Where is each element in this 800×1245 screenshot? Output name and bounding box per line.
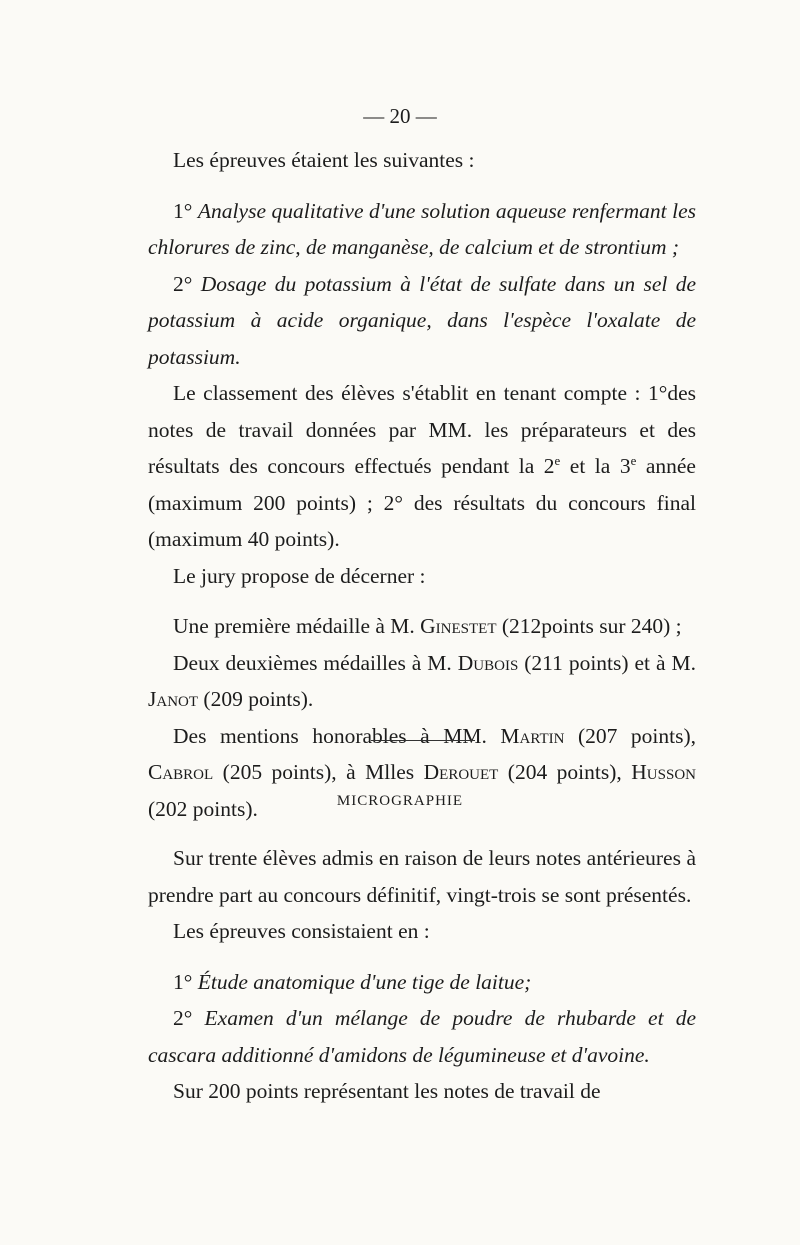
item-number: 1° xyxy=(173,198,193,223)
paragraph-students: Sur trente élèves admis en raison de leurs notes antérieures à prendre part au concours définitif, vingt-trois se sont présentés. xyxy=(148,846,696,907)
test-item-1 xyxy=(148,193,696,266)
test-item-1 xyxy=(148,964,696,1001)
award-honorable-mentions: Des mentions honorables à MM. Martin (207 points), Cabrol (205 points), à Mlles Derouet (204 points), Husson (202 points). xyxy=(148,723,696,821)
item-text: Étude anatomique d'une tige de laitue; xyxy=(197,969,532,994)
recipient-name: Ginestet xyxy=(420,614,497,638)
test-item-2 xyxy=(148,1000,696,1073)
test-item-2 xyxy=(148,266,696,376)
item-number: 2° xyxy=(173,1006,193,1030)
paragraph-points: Sur 200 points représentant les notes de travail de xyxy=(173,1079,601,1103)
recipient-name: Martin xyxy=(500,723,565,748)
section-title: MICROGRAPHIE xyxy=(336,793,464,809)
item-number: 1° xyxy=(173,969,193,994)
paragraph-jury: Le jury propose de décerner : xyxy=(173,563,426,588)
paragraph-tests-intro: Les épreuves étaient les suivantes : xyxy=(173,148,475,172)
paragraph-tests-intro: Les épreuves consistaient en : xyxy=(173,919,430,943)
award-first-medal: Une première médaille à M. Ginestet (212points sur 240) ; xyxy=(173,614,682,638)
item-text: Analyse qualitative d'une solution aqueuse renfermant les chlorures de zinc, de manganèse, de calcium et de strontium ; xyxy=(148,198,696,259)
page-number: — 20 — xyxy=(363,104,437,128)
section-divider xyxy=(371,740,475,741)
recipient-name: Janot xyxy=(148,687,199,711)
recipient-name: Cabrol xyxy=(148,760,214,784)
item-text: Dosage du potassium à l'état de sulfate dans un sel de potassium à acide organique, dans l'espèce l'oxalate de potassium. xyxy=(148,271,696,369)
item-text: Examen d'un mélange de poudre de rhubarde et de cascara additionné d'amidons de légumineuse et d'avoine. xyxy=(148,1006,696,1067)
chemistry-results-section xyxy=(148,142,696,827)
recipient-name: Derouet xyxy=(423,760,499,784)
award-second-medals: Deux deuxièmes médailles à M. Dubois (211 points) et à M. Janot (209 points). xyxy=(148,650,696,711)
item-number: 2° xyxy=(173,271,193,296)
paragraph-ranking: Le classement des élèves s'établit en tenant compte : 1°des notes de travail données par MM. les préparateurs et des résultats des concours effectués pendant la 2e et la 3e année (maximum 200 points) ; 2° des résultats du concours final (maximum 40 points). xyxy=(148,381,696,551)
recipient-name: Dubois xyxy=(457,650,519,675)
micrography-section xyxy=(148,840,696,1110)
recipient-name: Husson xyxy=(631,760,696,784)
